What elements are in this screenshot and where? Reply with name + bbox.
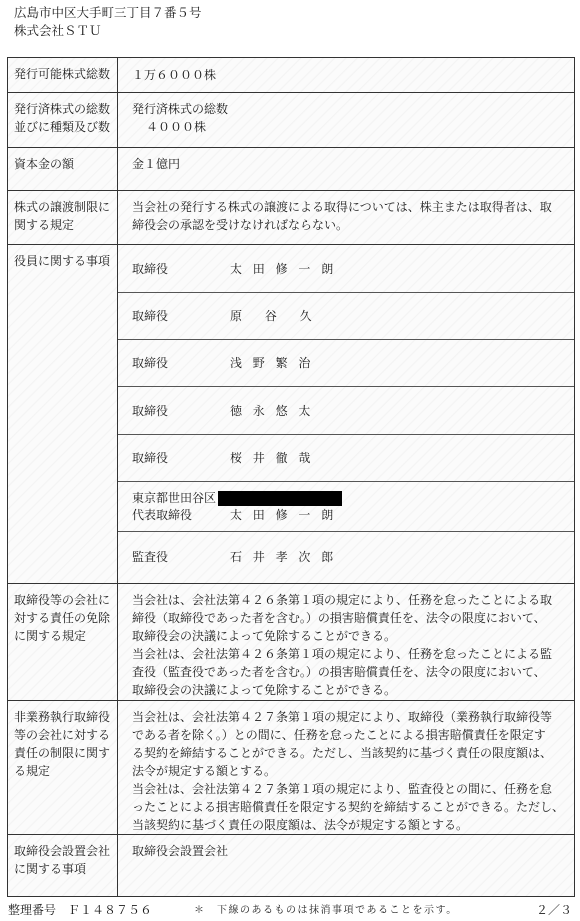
auditor-role: 監査役 — [132, 549, 169, 564]
row-board-of-directors — [8, 835, 574, 896]
officer-entry — [118, 245, 574, 293]
label-officers: 役員に関する事項 — [8, 245, 118, 583]
representative-role: 代表取締役 — [132, 507, 193, 522]
officer-name: 原谷久 — [230, 309, 335, 323]
serial-number: 整理番号 Ｆ１４８７５６ — [8, 903, 153, 917]
page-number: ２／３ — [535, 903, 572, 917]
auditor-name: 石井孝次郎 — [230, 549, 345, 564]
company-address: 広島市中区大手町三丁目７番５号 — [14, 5, 202, 20]
value-authorized-shares: １万６０００株 — [132, 68, 217, 82]
officer-entry — [118, 387, 574, 435]
representative-name: 太田修一朗 — [230, 507, 345, 522]
label-issued-shares: 発行済株式の総数 並びに種類及び数 — [8, 93, 118, 147]
auditor-entry — [118, 532, 574, 581]
footnote: ＊ 下線のあるものは抹消事項であることを示す。 — [194, 905, 458, 916]
label-transfer-restriction: 株式の譲渡制限に 関する規定 — [8, 191, 118, 244]
officer-role: 取締役 — [132, 356, 169, 370]
company-name: 株式会社ＳＴＵ — [14, 23, 102, 38]
registry-table — [7, 57, 575, 897]
value-liability-exemption: 当会社は、会社法第４２６条第１項の規定により、任務を怠ったことによる取 締役（取締役であった者を含む。）の損害賠償責任を、法令の限度において、 取締役会の決議によって免除することができる。 当会社は、会社法第４２６条第１項の規定により、任務を怠ったことによる監 査役（監査役であった者を含む。）の損害賠償責任を、法令の限度において、 取締役会の決議によって免除することができる。 — [132, 593, 553, 697]
value-liability-limitation: 当会社は、会社法第４２７条第１項の規定により、取締役（業務執行取締役等 である者を除く。）との間に、任務を怠ったことによる損害賠償責任を限定す る契約を締結することができる。ただし、当該契約に基づく責任の限度額は、 法令が規定する額とする。 当会社は、会社法第４２７条第１項の規定により、監査役との間に、任務を怠 ったことによる損害賠償責任を限定する契約を締結することができる。ただし、 当該契約に基づく責任の限度額は、法令が規定する額とする。 — [132, 710, 565, 832]
officer-role: 取締役 — [132, 261, 169, 276]
row-liability-limitation — [8, 701, 574, 835]
value-capital: 金１億円 — [132, 157, 181, 171]
officer-entry — [118, 293, 574, 340]
row-officers — [8, 245, 574, 584]
officer-role: 取締役 — [132, 309, 169, 323]
officer-entry — [118, 340, 574, 387]
officer-role: 取締役 — [132, 403, 169, 418]
label-authorized-shares: 発行可能株式総数 — [8, 58, 118, 92]
redacted-address-block — [218, 491, 342, 506]
officer-name: 太田修一朗 — [230, 261, 345, 276]
officer-name: 浅野繁治 — [230, 356, 322, 370]
label-liability-limitation: 非業務執行取締役 等の会社に対する 責任の制限に関す る規定 — [8, 701, 118, 834]
officer-entry — [118, 435, 574, 482]
row-capital — [8, 148, 574, 191]
label-board-of-directors: 取締役会設置会社 に関する事項 — [8, 835, 118, 896]
value-issued-shares: 発行済株式の総数 ４０００株 — [132, 102, 229, 134]
officer-name: 徳永悠太 — [230, 403, 322, 418]
label-liability-exemption: 取締役等の会社に 対する責任の免除 に関する規定 — [8, 584, 118, 700]
row-authorized-shares — [8, 58, 574, 93]
officers-list — [118, 245, 574, 583]
row-transfer-restriction — [8, 191, 574, 245]
row-liability-exemption — [8, 584, 574, 701]
row-issued-shares — [8, 93, 574, 148]
value-board-of-directors: 取締役会設置会社 — [132, 844, 229, 858]
representative-address: 東京都世田谷区 — [132, 490, 342, 507]
officer-name: 桜井徹哉 — [230, 451, 322, 465]
value-transfer-restriction: 当会社の発行する株式の譲渡による取得については、株主または取得者は、取 締役会の承認を受けなければならない。 — [132, 200, 552, 232]
label-capital: 資本金の額 — [8, 148, 118, 190]
document-header — [14, 4, 202, 40]
officer-role: 取締役 — [132, 451, 169, 465]
representative-director — [118, 482, 574, 532]
representative-line — [132, 507, 344, 524]
